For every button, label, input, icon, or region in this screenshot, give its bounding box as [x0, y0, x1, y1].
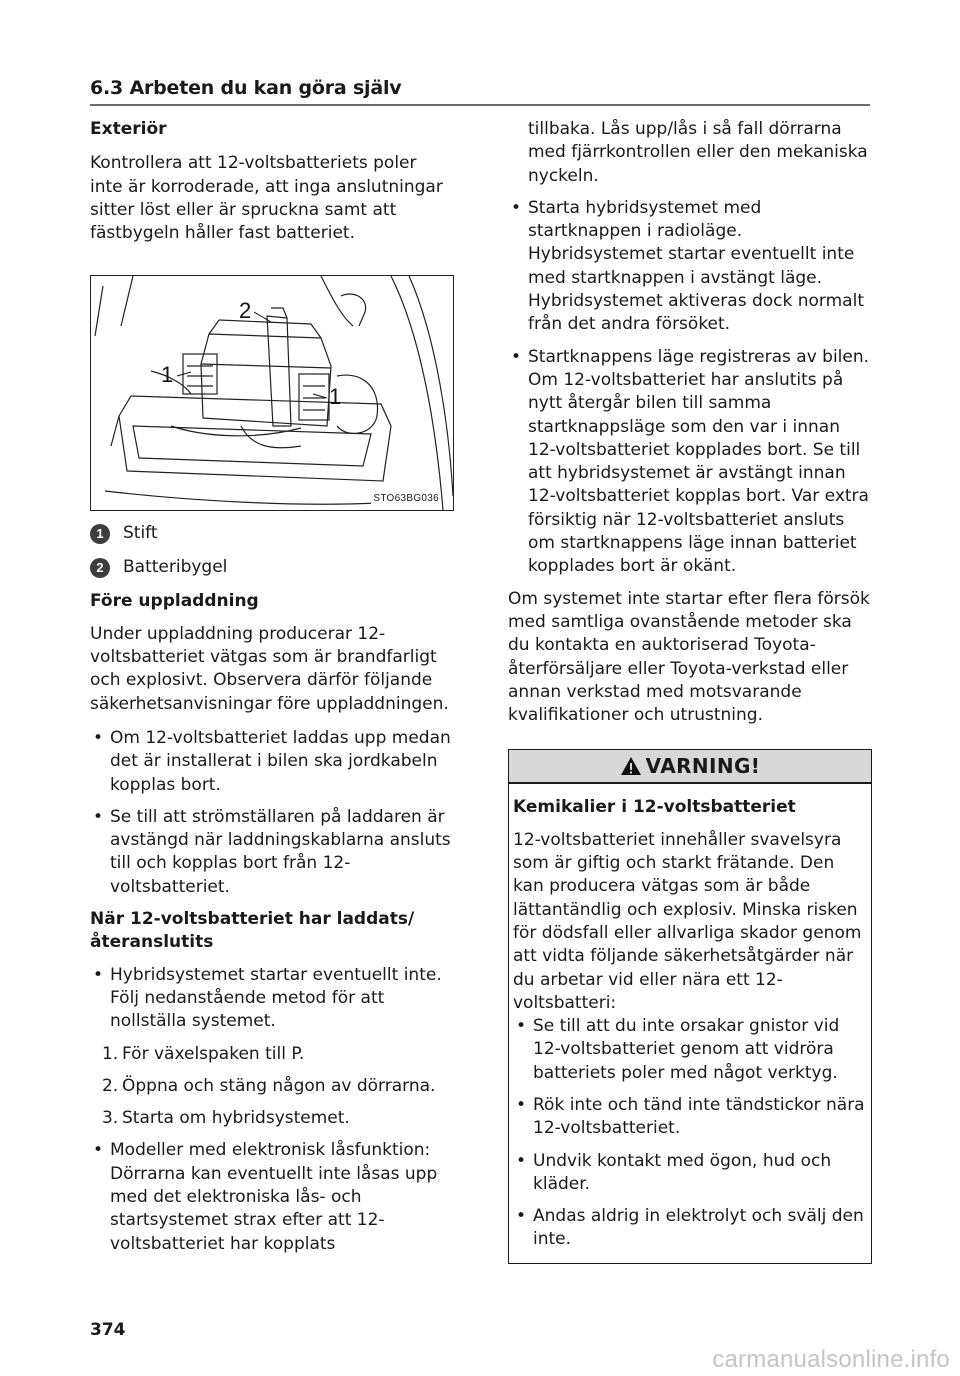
left-column — [90, 118, 454, 1265]
charging-text: Under uppladdning producerar 12-voltsbatteriet vätgas som är brandfarligt och explosivt. Observera därför följande säkerhetsanvisningar före uppladdningen. — [90, 623, 449, 714]
list-item: • Se till att strömställaren på laddaren är avstängd när laddningskablarna ansluts till och kopplas bort från 12-voltsbatteriet. — [90, 806, 454, 899]
warning-text: 12-voltsbatteriet innehåller svavelsyra som är giftig och starkt frätande. Den kan producera vätgas som är både lättantändlig och explosiv. Minska risken för dödsfall eller allvarliga skador genom att vidta följande säkerhetsåtgärder när du arbetar vid eller nära ett 12-voltsbatteri: — [513, 829, 862, 1013]
step-item — [90, 1043, 454, 1066]
callout-1-right: 1 — [329, 384, 342, 410]
exterior-text: Kontrollera att 12-voltsbatteriets poler inte är korroderade, att inga anslutningar sitter löst eller är spruckna samt att fästbygeln håller fast batteriet. — [90, 153, 443, 244]
warning-box — [508, 749, 872, 1263]
contact-paragraph: Om systemet inte startar efter flera försök med samtliga ovanstående metoder ska du kontakta en auktoriserad Toyota-återförsäljare eller Toyota-verkstad eller annan verkstad med motsvarande kvalifikationer och utrustning. — [508, 588, 870, 726]
step-text: För växelspaken till P. — [122, 1043, 305, 1064]
callout-1-left: 1 — [161, 362, 174, 388]
list-item: • Se till att du inte orsakar gnistor vid 12-voltsbatteriet genom att vidröra batteriets poler med något verktyg. — [513, 1015, 867, 1085]
list-item: • Hybridsystemet startar eventuellt inte. Följ nedanstående metod för att nollställa systemet. — [90, 964, 454, 1034]
callout-2: 2 — [239, 298, 252, 324]
list-item: • Undvik kontakt med ögon, hud och kläder. — [513, 1150, 867, 1197]
exterior-heading: Exteriör — [90, 119, 167, 139]
battery-figure — [90, 275, 454, 511]
figure-code: STO63BG036 — [373, 493, 439, 505]
step-text: Starta om hybridsystemet. — [122, 1108, 350, 1129]
list-item: • Andas aldrig in elektrolyt och svälj den inte. — [513, 1205, 867, 1252]
legend-item-2 — [90, 556, 454, 579]
charged-bullets — [90, 964, 454, 1034]
warning-bullets — [513, 1015, 867, 1252]
charging-bullets — [90, 727, 454, 899]
section-title: 6.3 Arbeten du kan göra själv — [90, 77, 402, 99]
legend-badge-2: 2 — [90, 558, 110, 578]
charging-heading: Före uppladdning — [90, 591, 259, 612]
list-item: • Modeller med elektronisk låsfunktion: Dörrarna kan eventuellt inte låsas upp med det elektroniska lås- och startsystemet strax efter att 12-voltsbatteriet har kopplats — [90, 1139, 454, 1255]
step-text: Öppna och stäng någon av dörrarna. — [122, 1075, 436, 1096]
warning-title: VARNING! — [645, 754, 761, 779]
step-item — [90, 1107, 454, 1130]
right-bullets — [508, 197, 872, 579]
list-item: • Starta hybridsystemet med startknappen i radioläge. Hybridsystemet startar eventuellt inte med startknappen i avstängt läge. Hybridsystemet aktiveras dock normalt från det andra försöket. — [508, 197, 872, 337]
page-number: 374 — [90, 1320, 126, 1340]
continuation-text: tillbaka. Lås upp/lås i så fall dörrarna med fjärrkontrollen eller den mekaniska nyckeln. — [528, 119, 868, 186]
legend-label-1: Stift — [123, 523, 158, 544]
legend-badge-1: 1 — [90, 524, 110, 544]
page-header — [90, 74, 870, 106]
list-item: • Rök inte och tänd inte tändstickor nära 12-voltsbatteriet. — [513, 1094, 867, 1141]
step-number: 2. — [102, 1075, 119, 1096]
warning-body — [509, 784, 871, 1262]
warning-header — [509, 750, 871, 784]
battery-illustration — [91, 276, 453, 510]
legend-label-2: Batteribygel — [123, 557, 228, 578]
reset-steps — [90, 1043, 454, 1131]
charged-bullets-2 — [90, 1139, 454, 1255]
legend-item-1 — [90, 522, 454, 545]
list-item: • Startknappens läge registreras av bilen. Om 12-voltsbatteriet har anslutits på nytt återgår bilen till samma startknappsläge som den var i innan 12-voltsbatteriet kopplades bort. Se till att hybridsystemet är avstängt innan 12-voltsbatteriet kopplas bort. Var extra försiktig när 12-voltsbatteriet ansluts om startknappens läge innan batteriet kopplades bort är okänt. — [508, 346, 872, 579]
charged-heading: När 12-voltsbatteriet har laddats/återanslutits — [90, 909, 415, 953]
step-item — [90, 1075, 454, 1098]
right-column — [508, 118, 872, 1264]
warning-triangle-icon — [620, 756, 642, 776]
warning-subheading: Kemikalier i 12-voltsbatteriet — [513, 797, 796, 818]
list-item: • Om 12-voltsbatteriet laddas upp medan det är installerat i bilen ska jordkabeln kopplas bort. — [90, 727, 454, 797]
step-number: 1. — [102, 1043, 119, 1064]
step-number: 3. — [102, 1108, 119, 1129]
watermark: carmanualsonline.info — [712, 1346, 950, 1373]
